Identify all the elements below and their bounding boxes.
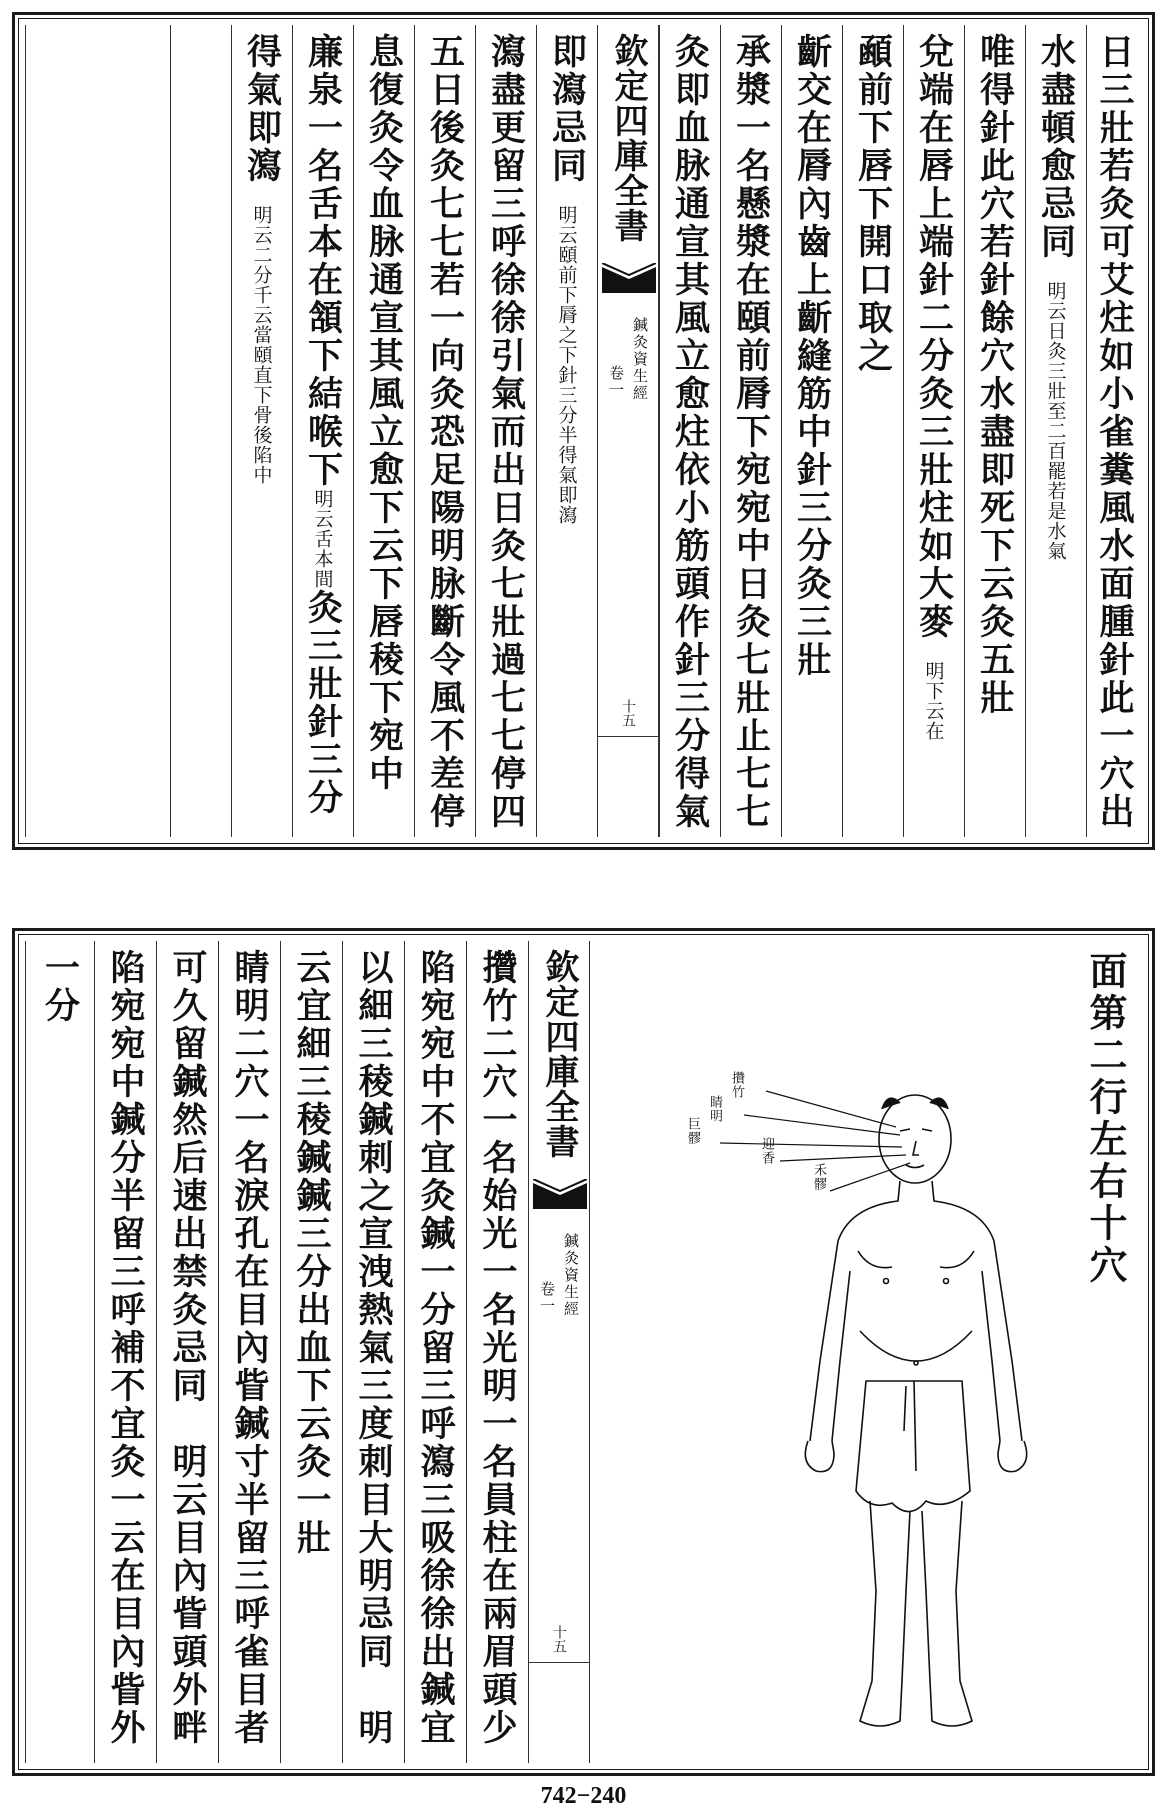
text-column: [414, 25, 475, 837]
column-note: 明云日灸三壯至二百罷若是水氣: [1044, 261, 1067, 561]
volume-label: 卷一: [538, 1281, 556, 1315]
point-label: 禾髎: [811, 1163, 826, 1191]
text-column: [280, 941, 342, 1763]
column-note: 明云二分: [250, 185, 273, 285]
column-text: 唯得針此穴若針餘穴水盡即死下云灸五壯: [974, 33, 1016, 717]
text-column: [842, 25, 903, 837]
column-note: 明云舌本間: [311, 489, 334, 589]
page-number: 十五: [620, 699, 636, 727]
top-leaf-columns: [25, 25, 1142, 837]
column-text: 一分: [39, 949, 81, 1025]
point-label: 攢竹: [729, 1071, 744, 1099]
column-text: 以細三稜鍼刺之宣洩熱氣三度刺目大明忌同 明: [353, 949, 394, 1747]
text-column-empty: [170, 25, 231, 837]
book-title: 欽定四庫全書: [608, 33, 648, 243]
book-spine: [597, 25, 659, 837]
column-text: 陷宛宛中不宜灸鍼一分留三呼瀉三吸徐徐出鍼宜: [415, 949, 456, 1747]
section-heading: 面第二行左右十穴: [1083, 951, 1128, 1287]
column-note: 明云頤前下脣之下針三分半得氣即瀉: [555, 185, 578, 525]
text-column: [94, 941, 156, 1763]
illustration-panel: [590, 941, 1142, 1763]
column-text: 即瀉忌同 明云頤前下脣之下針三分半得氣即瀉: [546, 33, 588, 525]
text-column: [964, 25, 1025, 837]
column-text: 瀉盡更留三呼徐徐引氣而出日灸七壯過七七停四: [485, 33, 527, 831]
text-column: [353, 25, 414, 837]
column-text: 灸即血脉通宣其風立愈炷依小筋頭作針三分得氣: [669, 33, 711, 831]
acupuncture-figure: [670, 1031, 1050, 1751]
text-column: [1025, 25, 1086, 837]
column-text: 息復灸令血脉通宣其風立愈下云下唇稜下宛中: [363, 33, 405, 793]
book-spine: [528, 941, 590, 1763]
volume-label: 卷一: [607, 365, 625, 399]
text-column: [404, 941, 466, 1763]
column-small-note: 千云當頤直下骨後陷中: [250, 285, 273, 485]
column-text: 兌端在唇上端針二分灸三壯炷如大麥 明下云在: [913, 33, 955, 741]
book-title: 欽定四庫全書: [539, 949, 579, 1159]
book-name: 鍼灸資生經: [631, 317, 649, 402]
top-leaf: [12, 12, 1155, 850]
column-note: 明下云在: [922, 641, 945, 741]
column-text: 攢竹二穴一名始光一名光明一名員柱在兩眉頭少: [477, 949, 518, 1747]
page-footer-number: 742−240: [540, 1783, 627, 1809]
text-column: [1086, 25, 1142, 837]
point-label: 睛明: [707, 1095, 722, 1123]
column-text: 顄前下唇下開口取之: [852, 33, 894, 375]
text-column: [25, 941, 94, 1763]
column-text: 五日後灸七七若一向灸恐足陽明脉斷令風不差停: [424, 33, 466, 831]
spine-divider: [598, 736, 658, 737]
text-column: [475, 25, 536, 837]
book-name: 鍼灸資生經: [562, 1233, 580, 1318]
bottom-leaf-columns: [25, 941, 1142, 1763]
text-column: [292, 25, 353, 837]
point-label: 巨髎: [685, 1117, 700, 1145]
column-text: 齗交在脣內齒上齗縫筋中針三分灸三壯: [791, 33, 833, 679]
column-text: 云宜細三稜鍼鍼三分出血下云灸一壯: [291, 949, 332, 1557]
column-text: 得氣即瀉 明云二分千云當頤直下骨後陷中: [241, 33, 283, 485]
text-column-empty: [25, 25, 170, 837]
text-column: [720, 25, 781, 837]
bottom-leaf: [12, 928, 1155, 1776]
text-column: [218, 941, 280, 1763]
column-text: 陷宛宛中鍼分半留三呼補不宜灸一云在目內眥外: [105, 949, 146, 1747]
column-text: 睛明二穴一名淚孔在目內眥鍼寸半留三呼雀目者: [229, 949, 270, 1747]
column-text: 廉泉一名舌本在頷下結喉下明云舌本間灸三壯針三分: [302, 33, 344, 817]
spine-divider: [529, 1662, 589, 1663]
column-text: 承漿一名懸漿在頤前脣下宛宛中日灸七壯止七七: [730, 33, 772, 831]
text-column: [466, 941, 528, 1763]
column-text: 可久留鍼然后速出禁灸忌同 明云目內眥頭外畔: [167, 949, 208, 1747]
text-column: [903, 25, 964, 837]
column-text: 日三壯若灸可艾炷如小雀糞風水面腫針此一穴出: [1094, 33, 1135, 831]
fish-tail-mark-icon: [533, 1179, 587, 1209]
text-column: [659, 25, 720, 837]
fish-tail-mark-icon: [602, 263, 656, 293]
point-label: 迎香: [759, 1137, 774, 1165]
page-number: 十五: [551, 1625, 567, 1653]
column-text: 水盡頓愈忌同 明云日灸三壯至二百罷若是水氣: [1035, 33, 1077, 561]
text-column: [536, 25, 597, 837]
text-column: [781, 25, 842, 837]
text-column: [342, 941, 404, 1763]
text-column: [156, 941, 218, 1763]
text-column: [231, 25, 292, 837]
